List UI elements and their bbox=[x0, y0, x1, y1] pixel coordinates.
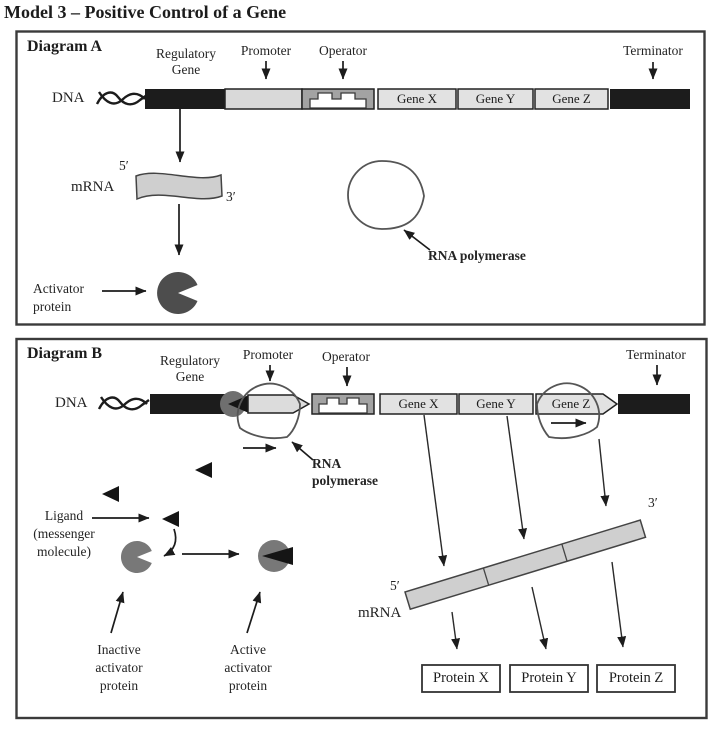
mrna-label-a: mRNA bbox=[71, 179, 115, 195]
five-prime-label-b: 5′ bbox=[390, 578, 400, 593]
terminator-label-b: Terminator bbox=[626, 347, 686, 362]
operator-label-b: Operator bbox=[322, 349, 370, 364]
diagram-b-dna-squiggle bbox=[99, 397, 149, 409]
inactive-activator-label: Inactive activator protein bbox=[95, 642, 143, 693]
three-prime-label-a: 3′ bbox=[226, 189, 236, 204]
diagram-a-label: Diagram A bbox=[27, 38, 103, 55]
gene-y-label-a: Gene Y bbox=[475, 91, 516, 106]
terminator-segment bbox=[618, 394, 690, 414]
protein-x-label: Protein X bbox=[433, 670, 489, 686]
ligand-label: Ligand (messenger molecule) bbox=[33, 508, 95, 559]
mrna-label-b: mRNA bbox=[358, 605, 402, 621]
mrna-ribbon-b bbox=[405, 520, 646, 609]
three-prime-label-b: 3′ bbox=[648, 495, 658, 510]
rna-polymerase-shape-a bbox=[348, 161, 424, 229]
gene-y-label-b: Gene Y bbox=[476, 396, 516, 411]
protein-y-label: Protein Y bbox=[521, 670, 577, 686]
active-activator-label: Active activator protein bbox=[224, 642, 272, 693]
diagram-b-label: Diagram B bbox=[27, 345, 103, 362]
five-prime-label-a: 5′ bbox=[119, 158, 129, 173]
regulatory-gene-segment bbox=[145, 89, 225, 109]
rna-polymerase-label-a: RNA polymerase bbox=[428, 248, 526, 263]
activation-arrows bbox=[92, 518, 260, 633]
mrna-ribbon-a bbox=[136, 173, 222, 199]
gene-z-label-a: Gene Z bbox=[552, 91, 591, 106]
regulatory-gene-segment bbox=[150, 394, 228, 414]
terminator-segment bbox=[610, 89, 690, 109]
inactive-activator-protein-shape bbox=[121, 541, 152, 573]
active-activator-protein-shape bbox=[258, 540, 293, 572]
ligand-triangle bbox=[102, 486, 119, 502]
rna-polymerase-label-b: RNA polymerase bbox=[312, 456, 378, 488]
promoter-segment bbox=[225, 89, 302, 109]
promoter-label-b: Promoter bbox=[242, 347, 294, 362]
activator-protein-label-a: Activator protein bbox=[33, 281, 84, 314]
ligand-triangle bbox=[162, 511, 179, 527]
gene-x-label-b: Gene X bbox=[398, 396, 439, 411]
promoter-label-a: Promoter bbox=[240, 43, 292, 58]
diagram-a-dna-squiggle bbox=[97, 92, 147, 104]
gene-x-label-a: Gene X bbox=[396, 91, 438, 106]
operator-segment bbox=[312, 394, 374, 414]
figure-title: Model 3 – Positive Control of a Gene bbox=[4, 2, 287, 22]
terminator-label-a: Terminator bbox=[623, 43, 683, 58]
diagram-a-pointer-arrows bbox=[266, 61, 653, 79]
gene-z-label-b: Gene Z bbox=[551, 396, 591, 411]
activator-protein-shape-a bbox=[157, 272, 197, 314]
protein-z-label: Protein Z bbox=[608, 670, 664, 686]
dna-label-a: DNA bbox=[52, 90, 85, 106]
operator-label-a: Operator bbox=[319, 43, 367, 58]
dna-label-b: DNA bbox=[55, 395, 88, 411]
ligand-triangle bbox=[195, 462, 212, 478]
operator-segment bbox=[302, 89, 374, 109]
regulatory-gene-label-a: Regulatory Gene bbox=[156, 46, 216, 77]
regulatory-gene-label-b: Regulatory Gene bbox=[160, 353, 220, 384]
